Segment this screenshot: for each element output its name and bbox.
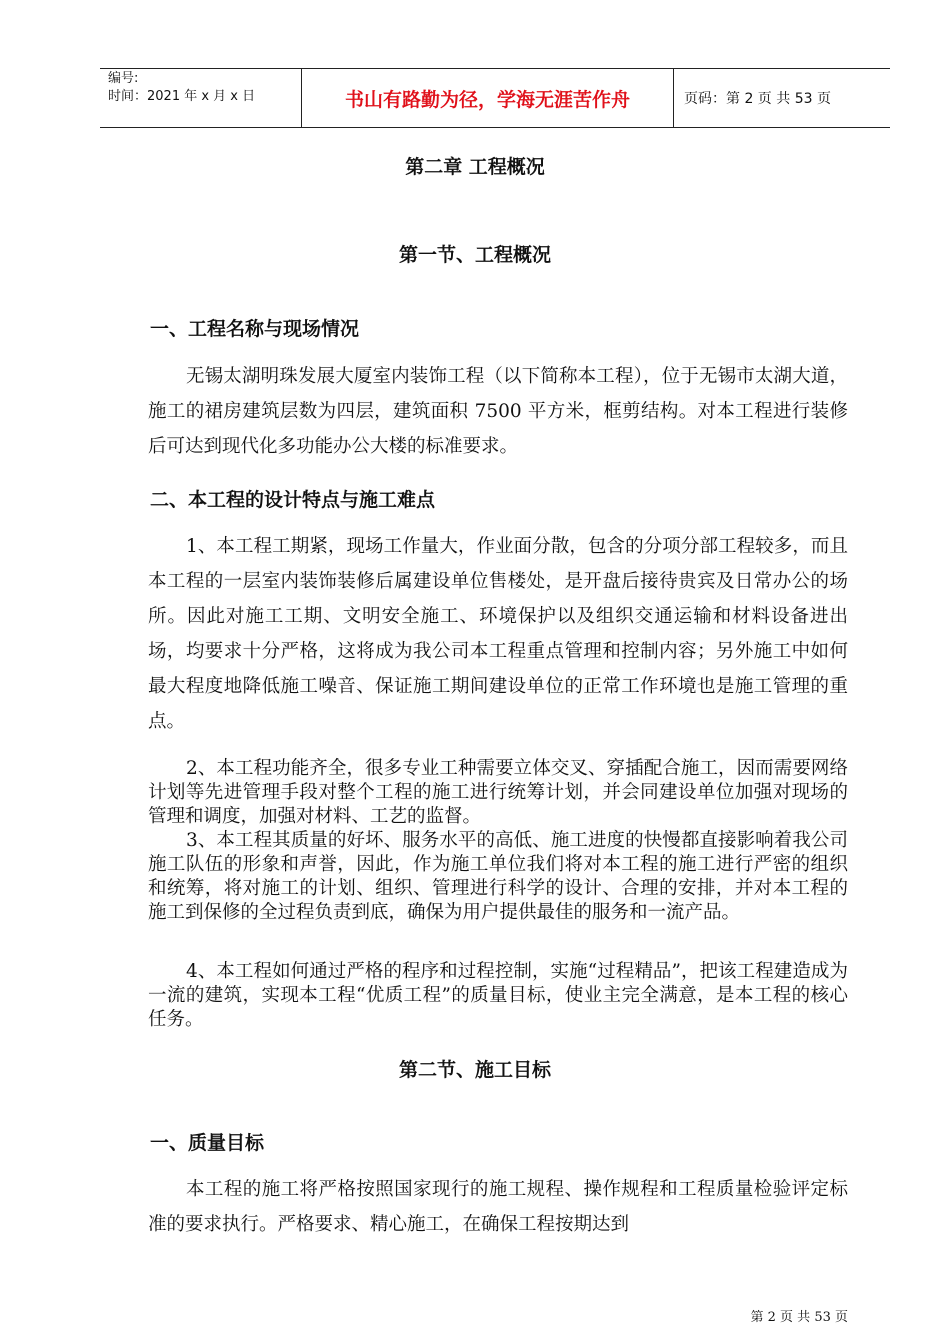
subsection-heading: 一、质量目标 (150, 1132, 265, 1154)
section-title: 第一节、工程概况 (398, 244, 551, 266)
header-page-info: 页码：第 2 页 共 53 页 (684, 91, 831, 107)
page-header (100, 68, 890, 128)
subsection-heading: 一、工程名称与现场情况 (150, 318, 360, 340)
subsection-heading: 二、本工程的设计特点与施工难点 (150, 489, 436, 511)
paragraph: 本工程的施工将严格按照国家现行的施工规程、操作规程和工程质量检验评定标准的要求执行。严格要求、精心施工，在确保工程按期达到 (148, 1179, 848, 1235)
header-motto: 书山有路勤为径，学海无涯苦作舟 (302, 69, 674, 127)
chapter-title: 第二章 工程概况 (405, 156, 545, 178)
header-time-label: 时间：2021 年 x 月 x 日 (108, 89, 256, 104)
paragraph: 4、本工程如何通过严格的程序和过程控制，实施“过程精品”，把该工程建造成为一流的建筑，实现本工程“优质工程”的质量目标，使业主完全满意，是本工程的核心任务。 (148, 961, 848, 1030)
paragraph: 无锡太湖明珠发展大厦室内装饰工程（以下简称本工程），位于无锡市太湖大道，施工的裙房建筑层数为四层，建筑面积 7500 平方米，框剪结构。对本工程进行装修后可达到现代化多功能办公大楼的标准要求。 (148, 366, 848, 457)
paragraph: 2、本工程功能齐全，很多专业工种需要立体交叉、穿插配合施工，因而需要网络计划等先进管理手段对整个工程的施工进行统筹计划，并会同建设单位加强对现场的管理和调度，加强对材料、工艺的监督。 (148, 758, 848, 827)
page-footer: 第 2 页 共 53 页 (750, 1310, 848, 1325)
section-title: 第二节、施工目标 (398, 1059, 551, 1081)
paragraph: 3、本工程其质量的好坏、服务水平的高低、施工进度的快慢都直接影响着我公司施工队伍的形象和声誉，因此，作为施工单位我们将对本工程的施工进行严密的组织和统筹，将对施工的计划、组织、管理进行科学的设计、合理的安排，并对本工程的施工到保修的全过程负责到底，确保为用户提供最佳的服务和一流产品。 (148, 830, 848, 923)
header-number-label: 编号: (108, 71, 139, 86)
paragraph: 1、本工程工期紧，现场工作量大，作业面分散，包含的分项分部工程较多，而且本工程的一层室内装饰装修后属建设单位售楼处，是开盘后接待贵宾及日常办公的场所。因此对施工工期、文明安全施工、环境保护以及组织交通运输和材料设备进出场，均要求十分严格，这将成为我公司本工程重点管理和控制内容；另外施工中如何最大程度地降低施工噪音、保证施工期间建设单位的正常工作环境也是施工管理的重点。 (148, 536, 848, 732)
header-meta (100, 69, 302, 127)
